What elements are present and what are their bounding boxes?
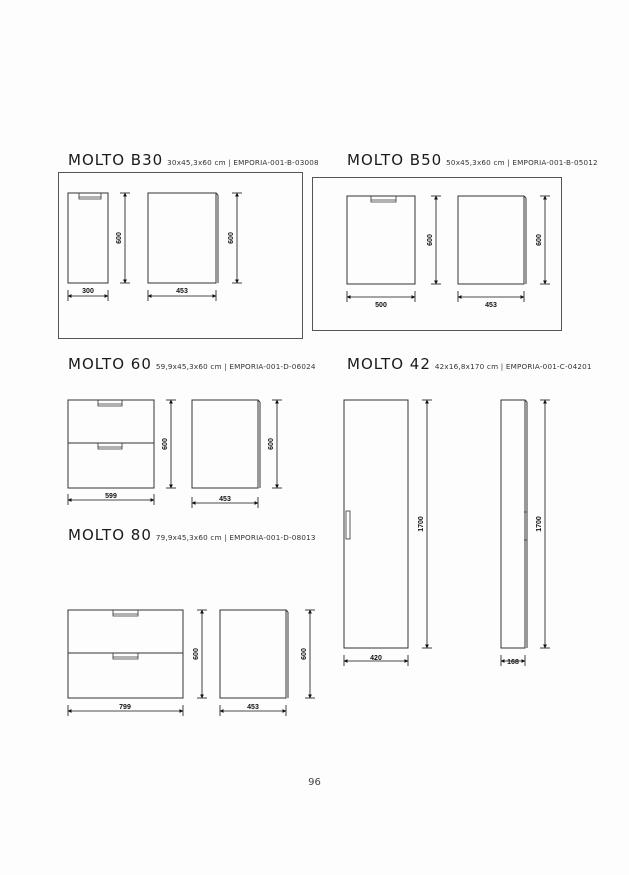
product-spec: 59,9x45,3x60 cm | EMPORIA-001-D-06024 — [155, 362, 316, 371]
dim-height-label: 600 — [193, 648, 200, 660]
dim-height-label: 600 — [268, 438, 275, 450]
dim-height-label: 600 — [536, 234, 543, 246]
dim-height-label: 600 — [427, 234, 434, 246]
dim-width-label: 300 — [82, 288, 94, 295]
product-spec: 30x45,3x60 cm | EMPORIA-001-B-03008 — [167, 158, 319, 167]
dim-height-label: 1700 — [536, 516, 543, 532]
dim-height-label: 600 — [301, 648, 308, 660]
dim-width-label: 500 — [375, 302, 387, 309]
dim-width-label: 420 — [370, 655, 382, 662]
dim-height-label: 1700 — [418, 516, 425, 532]
product-name: MOLTO 60 — [68, 355, 152, 373]
drawing-molto-b30-front — [68, 193, 108, 283]
dim-height-label: 600 — [162, 438, 169, 450]
product-name: MOLTO 42 — [347, 355, 431, 373]
drawing-molto-b50-side — [458, 196, 526, 284]
product-spec: 79,9x45,3x60 cm | EMPORIA-001-D-08013 — [155, 533, 316, 542]
dim-width-label: 599 — [105, 493, 117, 500]
product-spec: 50x45,3x60 cm | EMPORIA-001-B-05012 — [446, 158, 598, 167]
product-name: MOLTO 80 — [68, 526, 152, 544]
dim-depth-label: 453 — [485, 302, 497, 309]
page-number: 96 — [308, 777, 321, 788]
drawing-molto-b30-side — [148, 193, 218, 283]
dim-height-label: 600 — [116, 232, 123, 244]
dim-height-label: 600 — [228, 232, 235, 244]
drawing-molto-42-side — [501, 400, 527, 648]
drawing-molto-b50-front — [347, 196, 415, 284]
drawing-molto-60-side — [192, 400, 260, 488]
dim-depth-label: 453 — [219, 496, 231, 503]
dim-depth-label: 453 — [247, 704, 259, 711]
product-name: MOLTO B30 — [68, 151, 164, 169]
drawing-molto-42-front — [344, 400, 408, 648]
product-spec: 42x16,8x170 cm | EMPORIA-001-C-04201 — [434, 362, 592, 371]
drawing-molto-80-side — [220, 610, 288, 698]
dim-depth-label: 453 — [176, 288, 188, 295]
drawing-molto-80-front — [68, 610, 183, 698]
drawing-molto-60-front — [68, 400, 154, 488]
dim-width-label: 799 — [119, 704, 131, 711]
product-name: MOLTO B50 — [347, 151, 443, 169]
dim-depth-label: 168 — [507, 659, 519, 666]
